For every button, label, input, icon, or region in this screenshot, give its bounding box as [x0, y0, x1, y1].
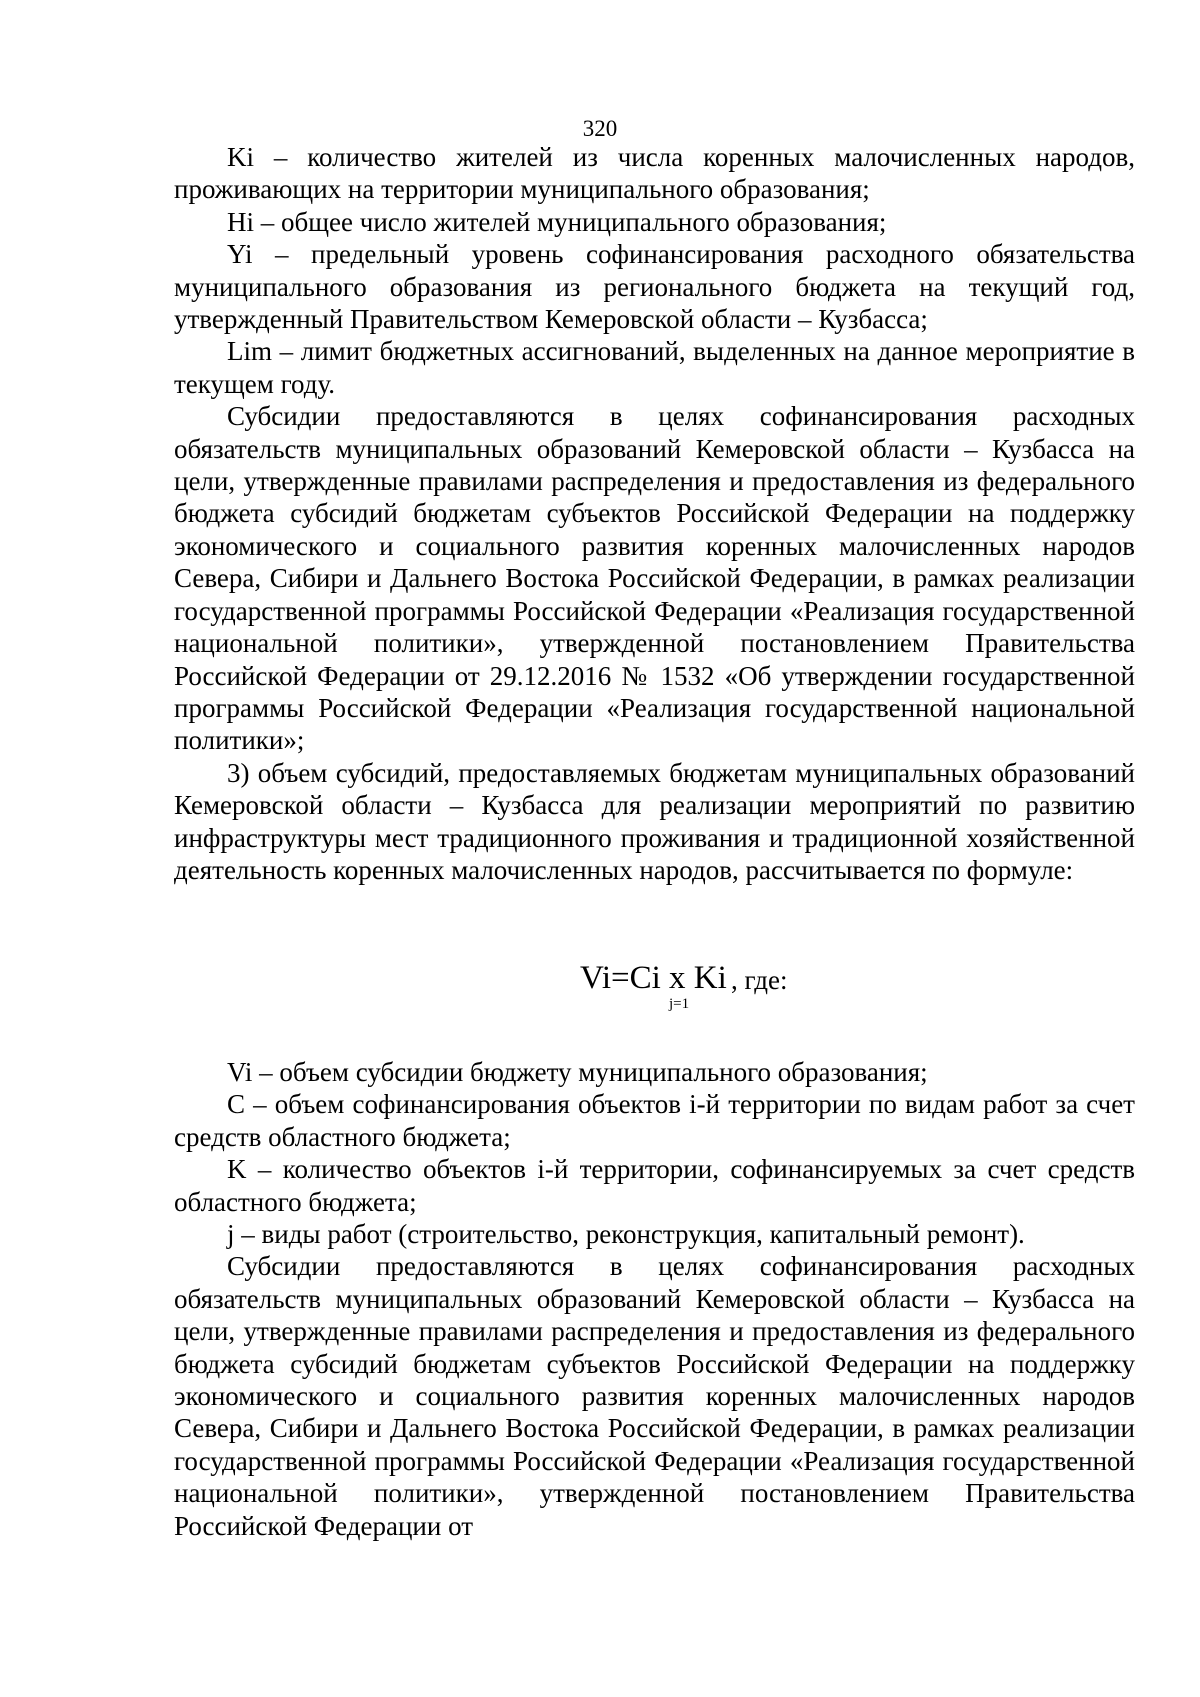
paragraph-j-definition: j – виды работ (строительство, реконструкция, капитальный ремонт).	[227, 1219, 1025, 1250]
paragraph-c-definition: C – объем софинансирования объектов i-й территории по видам работ за счет средств областного бюджета;	[174, 1089, 1135, 1152]
formula-subscript: j=1	[669, 996, 690, 1012]
paragraph-ki-definition: Ki – количество жителей из числа коренных малочисленных народов, проживающих на территории муниципального образования;	[174, 142, 1135, 205]
paragraph-k-definition: K – количество объектов i-й территории, софинансируемых за счет средств областного бюджета;	[174, 1154, 1135, 1217]
formula-main: Vi=Ci x Ki	[580, 960, 727, 996]
paragraph-lim-definition: Lim – лимит бюджетных ассигнований, выделенных на данное мероприятие в текущем году.	[174, 336, 1135, 399]
paragraph-item-3: 3) объем субсидий, предоставляемых бюджетам муниципальных образований Кемеровской области – Кузбасса для реализации мероприятий по развитию инфраструктуры мест традиционного проживания и традиционной хозяйственной деятельность коренных малочисленных народов, рассчитывается по формуле:	[174, 757, 1135, 885]
text-block-top	[174, 141, 1135, 886]
text-block-bottom	[174, 1056, 1135, 1542]
formula	[0, 958, 1200, 1018]
paragraph-subsidies-purpose: Субсидии предоставляются в целях софинансирования расходных обязательств муниципальных образований Кемеровской области – Кузбасса на цели, утвержденные правилами распределения и предоставления из федерального бюджета субсидий бюджетам субъектов Российской Федерации на поддержку экономического и социального развития коренных малочисленных народов Севера, Сибири и Дальнего Востока Российской Федерации, в рамках реализации государственной программы Российской Федерации «Реализация государственной национальной политики», утвержденной постановлением Правительства Российской Федерации от 29.12.2016 № 1532 «Об утверждении государственной программы Российской Федерации «Реализация государственной национальной политики»;	[174, 401, 1135, 756]
paragraph-yi-definition: Yi – предельный уровень софинансирования расходного обязательства муниципального образования из регионального бюджета на текущий год, утвержденный Правительством Кемеровской области – Кузбасса;	[174, 239, 1135, 335]
formula-suffix: , где:	[731, 965, 788, 995]
paragraph-hi-definition: Hi – общее число жителей муниципального образования;	[227, 206, 887, 237]
page-number: 320	[582, 116, 618, 141]
paragraph-subsidies-purpose-2: Субсидии предоставляются в целях софинансирования расходных обязательств муниципальных образований Кемеровской области – Кузбасса на цели, утвержденные правилами распределения и предоставления из федерального бюджета субсидий бюджетам субъектов Российской Федерации на поддержку экономического и социального развития коренных малочисленных народов Севера, Сибири и Дальнего Востока Российской Федерации, в рамках реализации государственной программы Российской Федерации «Реализация государственной национальной политики», утвержденной постановлением Правительства Российской Федерации от	[174, 1251, 1135, 1541]
paragraph-vi-definition: Vi – объем субсидии бюджету муниципального образования;	[227, 1057, 928, 1087]
